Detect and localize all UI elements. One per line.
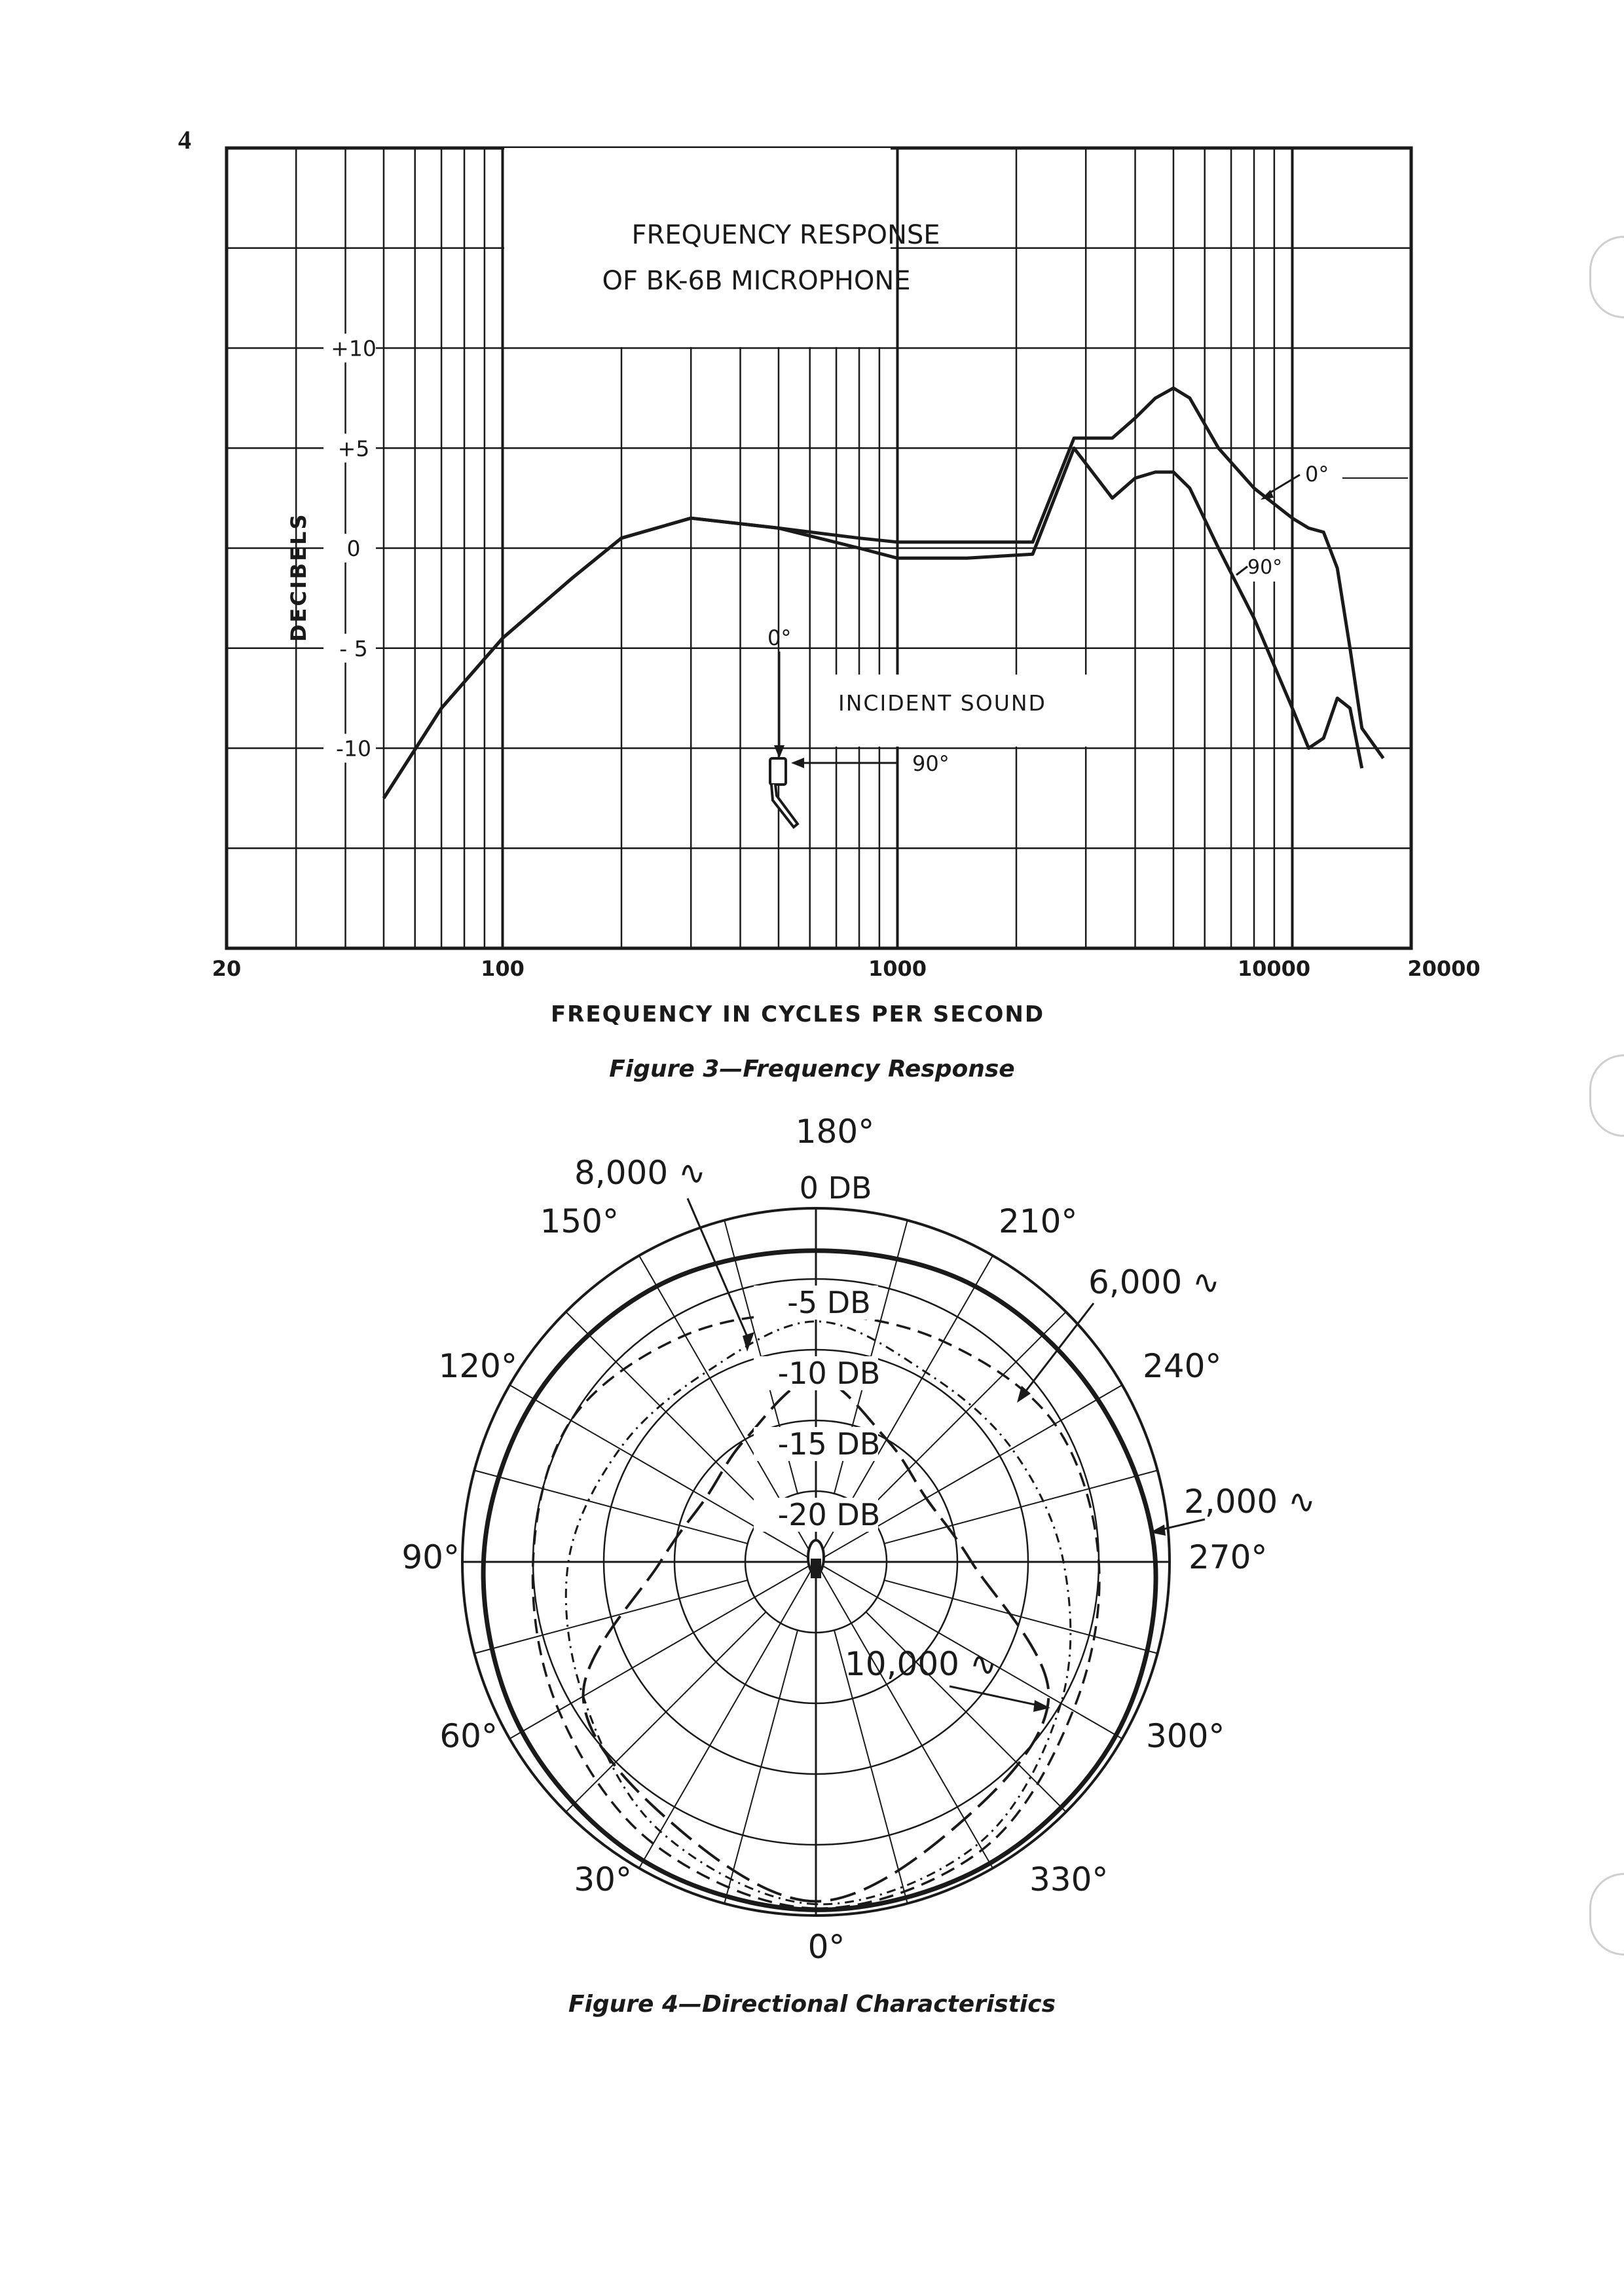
polar-curve-8000 (566, 1322, 1071, 1904)
polar-spoke (639, 1562, 816, 1868)
freq-label-10000: 10,000 ∿ (845, 1645, 997, 1683)
angle-label-120: 120° (438, 1347, 517, 1385)
polar-spoke (884, 1470, 1157, 1544)
angle-label-300: 300° (1146, 1717, 1225, 1755)
x-tick-label: 10000 (1237, 956, 1311, 981)
polar-spoke (474, 1470, 747, 1544)
db-label: -15 DB (777, 1426, 881, 1462)
angle-label-180: 180° (795, 1113, 875, 1151)
angle-label-210: 210° (999, 1202, 1078, 1240)
db-label: -20 DB (777, 1497, 881, 1532)
incident-sound-label: INCIDENT SOUND (838, 690, 1046, 716)
page-number: 4 (178, 125, 191, 155)
freq-label-8000: 8,000 ∿ (574, 1154, 706, 1192)
angle-label-330: 330° (1029, 1861, 1109, 1898)
y-axis-label: DECIBELS (286, 512, 311, 642)
x-axis-label: FREQUENCY IN CYCLES PER SECOND (550, 1001, 1045, 1028)
polar-spoke (866, 1312, 1065, 1511)
x-tick-label: 1000 (868, 956, 927, 981)
chart-title-line2: OF BK-6B MICROPHONE (602, 266, 911, 296)
polar-spoke (509, 1562, 816, 1739)
y-tick-label: -10 (336, 735, 371, 762)
polar-spoke (884, 1580, 1157, 1654)
x-tick-label: 100 (481, 956, 525, 981)
angle-label-60: 60° (439, 1717, 498, 1755)
x-tick-label: 20000 (1407, 956, 1481, 981)
y-tick-label: - 5 (339, 635, 368, 661)
angle-label-30: 30° (574, 1861, 632, 1898)
incident-90-label: 90° (912, 751, 950, 776)
angle-label-240: 240° (1143, 1347, 1222, 1385)
polar-spoke (816, 1562, 993, 1868)
polar-spoke (724, 1630, 798, 1903)
curve-label-0: 0° (1305, 462, 1329, 487)
polar-spoke (866, 1612, 1065, 1811)
freq-label-2000: 2,000 ∿ (1184, 1483, 1316, 1521)
chart-title-line1: FREQUENCY RESPONSE (631, 220, 940, 250)
y-tick-label: +10 (331, 335, 377, 361)
angle-label-0: 0° (807, 1928, 845, 1966)
figure-4-caption: Figure 4—Directional Characteristics (568, 1991, 1056, 2018)
y-tick-label: 0 (346, 536, 361, 561)
x-tick-label: 20 (212, 956, 242, 981)
freq-label-6000: 6,000 ∿ (1088, 1263, 1220, 1301)
angle-label-270: 270° (1189, 1538, 1268, 1576)
db-label: 0 DB (799, 1170, 872, 1206)
figure-3-caption: Figure 3—Frequency Response (609, 1056, 1015, 1083)
polar-angle-labels (401, 1113, 1267, 1966)
curve-label-90: 90° (1247, 556, 1283, 579)
y-tick-label: +5 (337, 435, 370, 462)
angle-label-150: 150° (540, 1202, 619, 1240)
polar-spoke (509, 1385, 816, 1562)
polar-spoke (566, 1612, 766, 1811)
angle-label-90: 90° (401, 1538, 460, 1576)
incident-0-label: 0° (767, 625, 792, 650)
polar-spoke (566, 1312, 766, 1511)
polar-spoke (474, 1580, 747, 1654)
db-label: -5 DB (787, 1285, 871, 1320)
db-label: -10 DB (777, 1356, 881, 1391)
polar-db-labels (754, 1170, 880, 1532)
